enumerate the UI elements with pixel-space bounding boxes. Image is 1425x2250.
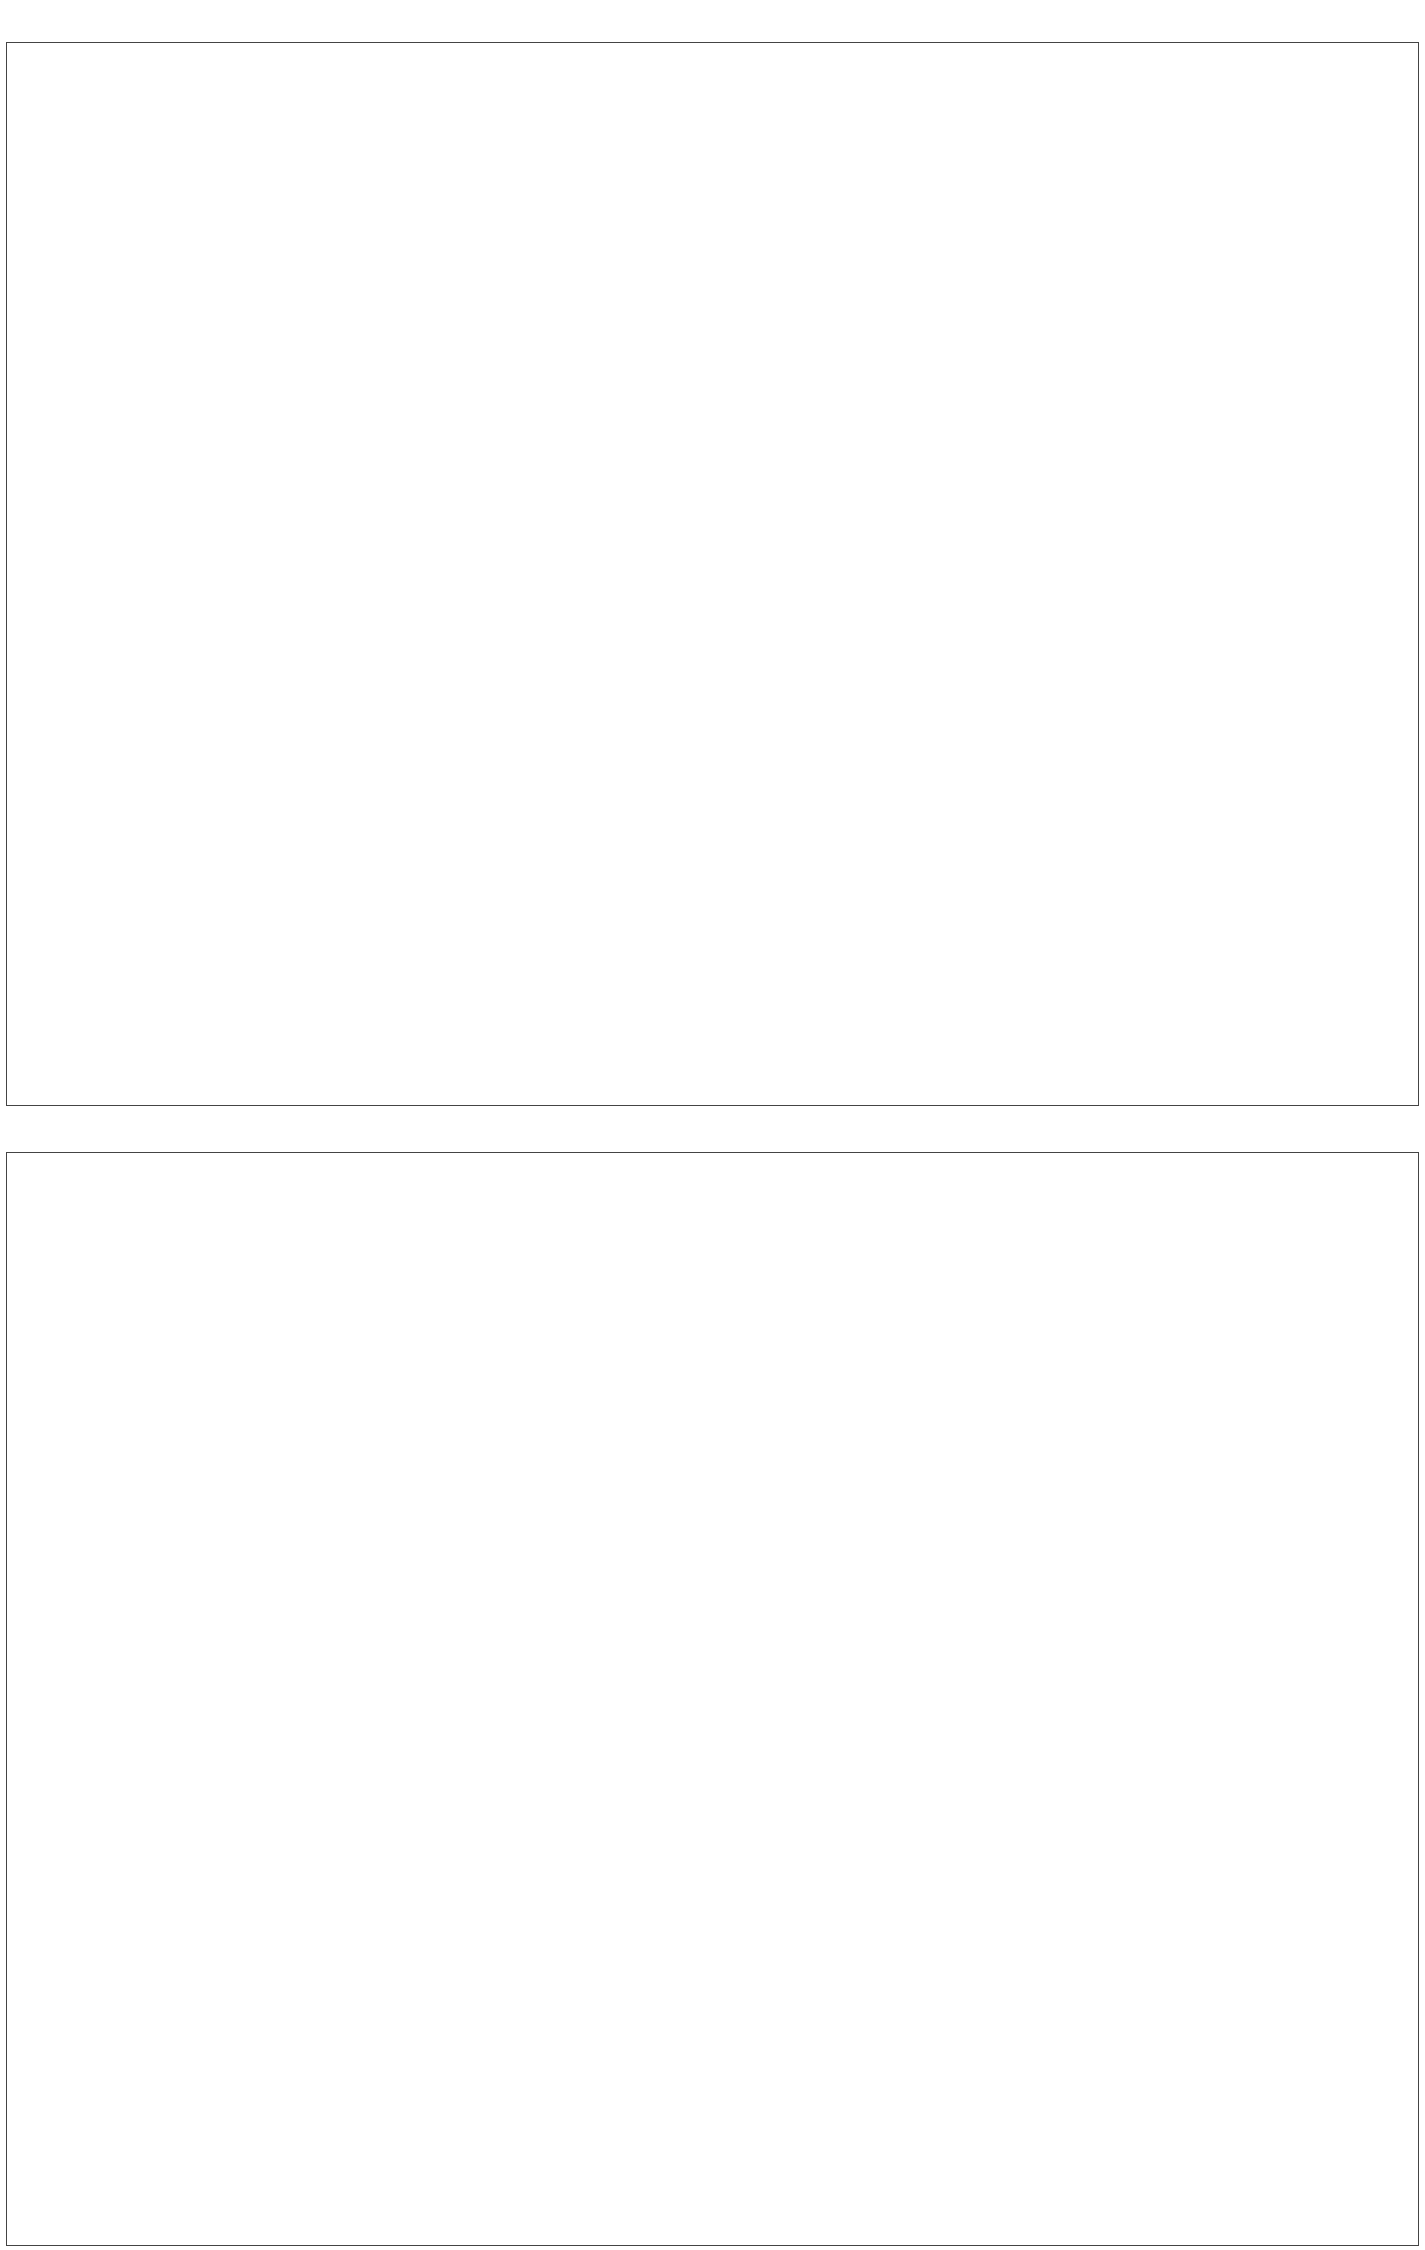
elfin-a-info bbox=[15, 42, 76, 806]
map-legend bbox=[1341, 42, 1402, 806]
elfin-b-info bbox=[15, 754, 76, 1106]
mercator-map bbox=[7, 43, 1419, 1106]
map-frame bbox=[6, 42, 1419, 1106]
mercator-map bbox=[7, 1153, 1419, 2246]
elfin-b-info bbox=[15, 1886, 76, 2246]
map-frame bbox=[6, 1152, 1419, 2246]
elfin-a-info bbox=[15, 1152, 76, 1916]
map-legend bbox=[1341, 1152, 1402, 1916]
